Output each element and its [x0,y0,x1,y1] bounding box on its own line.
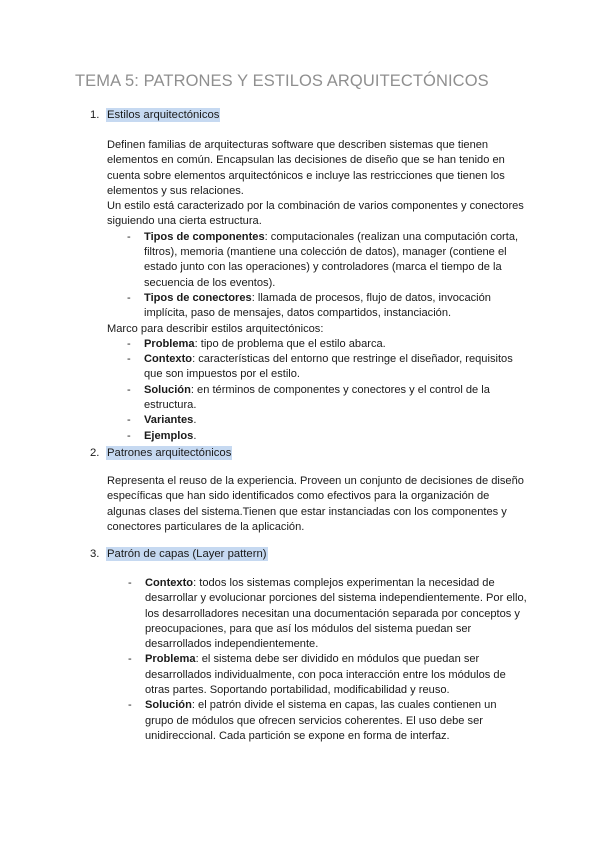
page-title: TEMA 5: PATRONES Y ESTILOS ARQUITECTÓNICOS [75,72,489,90]
bullet-list [107,230,527,322]
list-term: Problema [145,653,196,666]
dash-bullet-icon: - [127,337,131,350]
list-term: Contexto [144,353,193,366]
section-3-body [107,576,527,744]
dash-bullet-icon: - [127,291,131,304]
section-title: Patrón de capas (Layer pattern) [107,548,267,560]
list-item: - Ejemplos. [107,429,527,444]
section-number: 1. [90,109,100,121]
list-item: - Solución: en términos de componentes y conectores y el control de la estructura. [127,383,490,412]
list-term: Variantes [144,414,194,427]
list-term: Tipos de conectores [144,291,252,304]
list-text: en términos de componentes y conectores y el control de la estructura. [144,383,490,412]
list-term: Ejemplos [144,429,194,442]
section-title: Patrones arquitectónicos [107,447,232,459]
list-term: Solución [145,699,192,712]
section-1-body [107,138,527,444]
list-term: Contexto [145,577,194,589]
list-text: tipo de problema que el estilo abarca. [197,337,386,350]
dash-bullet-icon: - [128,577,132,589]
paragraph: Marco para describir estilos arquitectónicos: [107,322,324,335]
section-title: Estilos arquitectónicos [107,109,220,121]
paragraph: Un estilo está caracterizado por la combinación de varios componentes y conectores siguiendo una cierta estructura. [107,200,524,228]
dash-bullet-icon: - [127,414,131,427]
section-heading-1 [90,108,220,122]
dash-bullet-icon: - [127,353,131,366]
list-item: - Tipos de componentes: computacionales (realizan una computación corta, filtros), memoria (mantiene una colección de datos), manager (contiene el estado junto con las operaciones) y controladores (marca el tiempo de la secuencia de los eventos). [127,230,519,289]
section-2-body [107,474,527,535]
list-item: - Variantes. [107,413,527,428]
list-text: todos los sistemas complejos experimentan la necesidad de desarrollar y evolucionar porciones del sistema independientemente. Por ello, los desarrolladores necesitan una documentación separada por conceptos y preocupaciones, para que así los módulos del sistema puedan ser desarrollados independientemente. [145,577,527,651]
list-term: Tipos de componentes [144,230,265,243]
list-item: - Problema: el sistema debe ser dividido en módulos que puedan ser desarrollados individualmente, con poca interacción entre los módulos de otras partes. Soportando portabilidad, modificabilidad y reuso. [128,653,506,697]
list-item: - Contexto: todos los sistemas complejos experimentan la necesidad de desarrollar y evolucionar porciones del sistema independientemente. Por ello, los desarrolladores necesitan una documentación separada por conceptos y preocupaciones, para que así los módulos del sistema puedan ser desarrollados independientemente. [128,577,527,651]
dash-bullet-icon: - [127,230,131,243]
list-text: computacionales (realizan una computación corta, filtros), memoria (mantiene una colección de datos), manager (contiene el estado junto con las operaciones) y controladores (marca el tiempo de la secuencia de los eventos). [144,230,519,289]
list-text: llamada de procesos, flujo de datos, invocación implícita, paso de mensajes, datos compartidos, instanciación. [144,291,491,320]
paragraph: Representa el reuso de la experiencia. Proveen un conjunto de decisiones de diseño específicas que han sido identificados como efectivos para la organización de algunas clases del sistema.Tienen que estar instanciadas con los componentes y conectores particulares de la aplicación. [107,475,524,533]
list-term: Problema [144,337,195,350]
list-text: el patrón divide el sistema en capas, las cuales contienen un grupo de módulos que ofrecen servicios coherentes. El uso debe ser unidireccional. Cada partición se expone en forma de interfaz. [145,699,497,742]
list-item: - Solución: el patrón divide el sistema en capas, las cuales contienen un grupo de módulos que ofrecen servicios coherentes. El uso debe ser unidireccional. Cada partición se expone en forma de interfaz. [128,699,497,742]
dash-bullet-icon: - [128,653,132,666]
list-item: - Problema: tipo de problema que el estilo abarca. [107,337,527,352]
list-text: el sistema debe ser dividido en módulos que puedan ser desarrollados individualmente, con poca interacción entre los módulos de otras partes. Soportando portabilidad, modificabilidad y reuso. [145,653,506,697]
list-item: - Contexto: características del entorno que restringe el diseñador, requisitos que son impuestos por el estilo. [127,353,513,381]
section-number: 2. [90,447,100,459]
section-heading-2 [90,446,232,460]
dash-bullet-icon: - [127,383,131,396]
section-heading-3 [90,547,268,561]
list-term: Solución [144,383,191,396]
list-item: - Tipos de conectores: llamada de procesos, flujo de datos, invocación implícita, paso de mensajes, datos compartidos, instanciación. [127,291,491,320]
list-text: características del entorno que restringe el diseñador, requisitos que son impuestos por el estilo. [144,353,513,381]
bullet-list [107,576,527,744]
paragraph: Definen familias de arquitecturas software que describen sistemas que tienen elementos en común. Encapsulan las decisiones de diseño que se han tenido en cuenta sobre elementos arquitectónicos e incluye las restricciones que tienen los elementos y sus relaciones. [107,139,505,197]
section-number: 3. [90,548,100,560]
dash-bullet-icon: - [128,699,132,712]
dash-bullet-icon: - [127,429,131,442]
bullet-list [107,337,527,444]
